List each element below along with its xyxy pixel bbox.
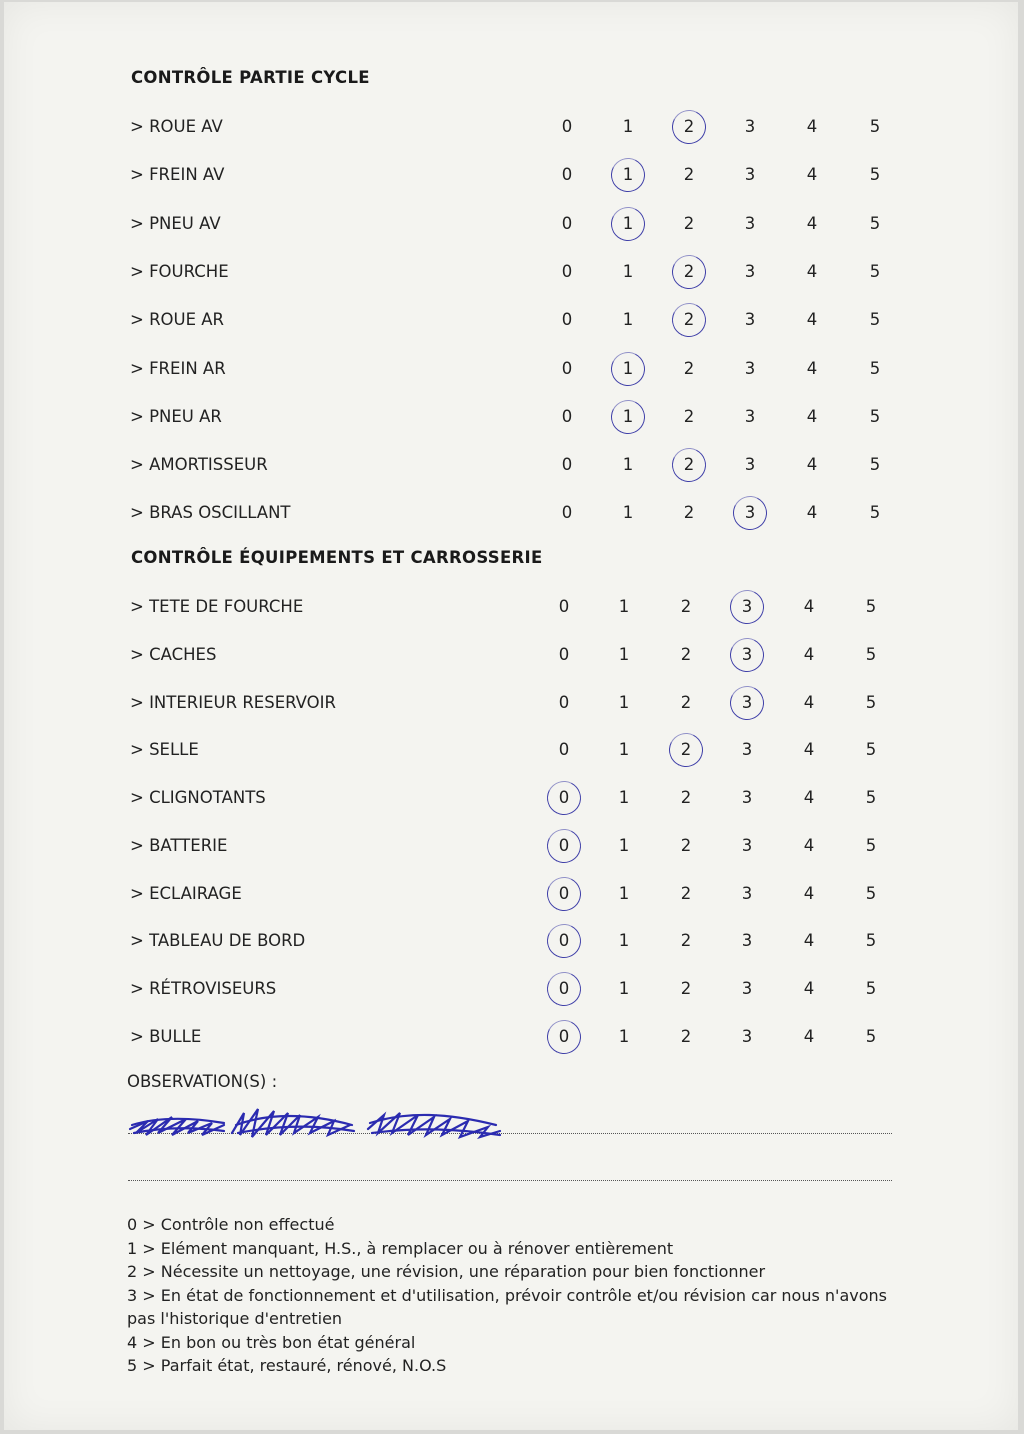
score-option: 2 xyxy=(683,165,695,185)
score-option: 5 xyxy=(869,165,881,185)
section-title-cycle: CONTRÔLE PARTIE CYCLE xyxy=(131,68,370,87)
score-option: 2 xyxy=(680,788,692,807)
row-label: > ROUE AR xyxy=(130,310,225,330)
score-circled: 2 xyxy=(674,257,704,287)
score-circled: 0 xyxy=(549,879,579,909)
score-option: 3 xyxy=(741,883,753,903)
legend-line-1: 1 > Elément manquant, H.S., à remplacer ou à rénover entièrement xyxy=(127,1238,674,1258)
rating-legend xyxy=(127,1213,887,1378)
score-option: 2 xyxy=(680,597,692,616)
score-option: 1 xyxy=(622,310,634,330)
row-label: > ROUE AV xyxy=(130,117,223,136)
score-option: 5 xyxy=(869,455,881,475)
score-option: 0 xyxy=(561,358,573,378)
score-option: 3 xyxy=(741,931,753,951)
checklist-row xyxy=(0,640,1024,670)
score-circled: 2 xyxy=(674,450,704,480)
score-option: 2 xyxy=(680,644,692,664)
score-option: 1 xyxy=(622,261,634,281)
score-option: 1 xyxy=(622,117,634,136)
checklist-row xyxy=(0,160,1024,190)
row-label: > SELLE xyxy=(130,740,199,760)
score-option: 0 xyxy=(561,165,573,185)
score-circled: 2 xyxy=(674,305,704,335)
score-option: 3 xyxy=(741,788,753,807)
score-option: 3 xyxy=(744,165,756,185)
legend-line-0: 0 > Contrôle non effectué xyxy=(127,1215,335,1234)
score-circled: 1 xyxy=(613,209,643,239)
score-option: 3 xyxy=(744,261,756,281)
score-circled: 3 xyxy=(735,498,765,528)
row-label: > FREIN AR xyxy=(130,358,226,378)
score-circled: 2 xyxy=(671,735,701,765)
score-option: 5 xyxy=(869,261,881,281)
checklist-row xyxy=(0,498,1024,528)
score-option: 1 xyxy=(618,644,630,664)
score-option: 4 xyxy=(803,979,815,998)
checklist-row xyxy=(0,688,1024,718)
row-label: > PNEU AR xyxy=(130,406,222,426)
score-option: 1 xyxy=(618,788,630,807)
redacted-scribble xyxy=(128,1103,508,1143)
score-circled: 1 xyxy=(613,354,643,384)
score-option: 1 xyxy=(618,597,630,616)
score-option: 2 xyxy=(683,213,695,233)
score-option: 3 xyxy=(744,213,756,233)
score-option: 5 xyxy=(869,213,881,233)
score-option: 3 xyxy=(744,358,756,378)
score-option: 0 xyxy=(561,117,573,136)
score-option: 4 xyxy=(806,213,818,233)
score-circled: 1 xyxy=(613,160,643,190)
row-label: > TABLEAU DE BORD xyxy=(130,931,306,951)
checklist-row xyxy=(0,402,1024,432)
score-option: 4 xyxy=(803,692,815,712)
score-option: 5 xyxy=(869,117,881,136)
score-option: 5 xyxy=(865,644,877,664)
score-option: 2 xyxy=(680,835,692,855)
checklist-row xyxy=(0,592,1024,622)
score-option: 4 xyxy=(803,644,815,664)
score-option: 4 xyxy=(803,835,815,855)
score-circled: 3 xyxy=(732,592,762,622)
score-option: 4 xyxy=(806,406,818,426)
checklist-row xyxy=(0,257,1024,287)
score-option: 5 xyxy=(865,835,877,855)
score-option: 5 xyxy=(865,597,877,616)
score-option: 5 xyxy=(869,503,881,523)
score-option: 1 xyxy=(618,1026,630,1046)
score-option: 3 xyxy=(744,117,756,136)
score-option: 0 xyxy=(561,261,573,281)
score-option: 0 xyxy=(558,597,570,616)
score-option: 2 xyxy=(680,1026,692,1046)
score-option: 1 xyxy=(618,931,630,951)
score-option: 4 xyxy=(803,883,815,903)
row-label: > INTERIEUR RESERVOIR xyxy=(130,692,336,712)
score-option: 0 xyxy=(558,644,570,664)
score-circled: 0 xyxy=(549,783,579,813)
score-option: 0 xyxy=(558,692,570,712)
score-option: 2 xyxy=(683,358,695,378)
score-option: 1 xyxy=(618,835,630,855)
score-option: 4 xyxy=(806,358,818,378)
score-option: 4 xyxy=(803,788,815,807)
legend-line-2: 2 > Nécessite un nettoyage, une révision, une réparation pour bien fonctionner xyxy=(127,1262,766,1281)
score-option: 3 xyxy=(744,455,756,475)
score-option: 5 xyxy=(869,310,881,330)
score-option: 0 xyxy=(558,740,570,760)
score-option: 3 xyxy=(741,1026,753,1046)
checklist-row xyxy=(0,926,1024,956)
score-option: 0 xyxy=(561,310,573,330)
row-label: > PNEU AV xyxy=(130,213,221,233)
score-option: 2 xyxy=(683,503,695,523)
row-label: > BULLE xyxy=(130,1026,202,1046)
row-label: > RÉTROVISEURS xyxy=(130,979,277,998)
score-circled: 0 xyxy=(549,1022,579,1052)
score-option: 5 xyxy=(869,406,881,426)
checklist-row xyxy=(0,831,1024,861)
score-option: 1 xyxy=(618,979,630,998)
checklist-row xyxy=(0,735,1024,765)
checklist-row xyxy=(0,1022,1024,1052)
score-option: 4 xyxy=(803,740,815,760)
score-option: 2 xyxy=(680,979,692,998)
score-circled: 0 xyxy=(549,974,579,1004)
score-option: 5 xyxy=(869,358,881,378)
score-option: 3 xyxy=(741,835,753,855)
score-option: 5 xyxy=(865,979,877,998)
score-option: 4 xyxy=(806,310,818,330)
score-option: 2 xyxy=(680,883,692,903)
score-option: 0 xyxy=(561,455,573,475)
score-option: 5 xyxy=(865,931,877,951)
score-option: 4 xyxy=(806,503,818,523)
checklist-row xyxy=(0,783,1024,813)
score-option: 0 xyxy=(561,503,573,523)
score-option: 3 xyxy=(744,406,756,426)
legend-line-3: 3 > En état de fonctionnement et d'utilisation, prévoir contrôle et/ou révision car nous n'avons pas l'historique d'entretien xyxy=(127,1285,887,1328)
row-label: > CACHES xyxy=(130,644,217,664)
score-option: 1 xyxy=(622,455,634,475)
score-option: 1 xyxy=(618,883,630,903)
score-circled: 3 xyxy=(732,688,762,718)
score-option: 0 xyxy=(561,213,573,233)
score-option: 3 xyxy=(744,310,756,330)
legend-line-5: 5 > Parfait état, restauré, rénové, N.O.S xyxy=(127,1356,447,1375)
score-option: 4 xyxy=(803,597,815,616)
score-option: 2 xyxy=(680,692,692,712)
checklist-row xyxy=(0,450,1024,480)
row-label: > BRAS OSCILLANT xyxy=(130,503,291,523)
score-option: 4 xyxy=(806,455,818,475)
section-title-equipment: CONTRÔLE ÉQUIPEMENTS ET CARROSSERIE xyxy=(131,548,543,567)
score-option: 4 xyxy=(806,165,818,185)
checklist-row xyxy=(0,209,1024,239)
row-label: > CLIGNOTANTS xyxy=(130,788,266,807)
score-option: 3 xyxy=(741,740,753,760)
score-option: 1 xyxy=(618,740,630,760)
row-label: > BATTERIE xyxy=(130,835,228,855)
score-circled: 1 xyxy=(613,402,643,432)
score-circled: 0 xyxy=(549,831,579,861)
score-option: 5 xyxy=(865,883,877,903)
score-option: 4 xyxy=(803,1026,815,1046)
score-option: 5 xyxy=(865,788,877,807)
checklist-row xyxy=(0,354,1024,384)
score-option: 1 xyxy=(618,692,630,712)
score-circled: 0 xyxy=(549,926,579,956)
row-label: > AMORTISSEUR xyxy=(130,455,268,475)
row-label: > FREIN AV xyxy=(130,165,225,185)
checklist-row xyxy=(0,974,1024,1004)
score-circled: 3 xyxy=(732,640,762,670)
observation-line-2 xyxy=(128,1180,892,1181)
checklist-row xyxy=(0,305,1024,335)
score-option: 2 xyxy=(683,406,695,426)
checklist-row xyxy=(0,112,1024,142)
score-option: 2 xyxy=(680,931,692,951)
score-option: 3 xyxy=(741,979,753,998)
row-label: > ECLAIRAGE xyxy=(130,883,242,903)
score-option: 5 xyxy=(865,740,877,760)
score-option: 4 xyxy=(806,261,818,281)
score-circled: 2 xyxy=(674,112,704,142)
score-option: 5 xyxy=(865,1026,877,1046)
score-option: 1 xyxy=(622,503,634,523)
score-option: 4 xyxy=(806,117,818,136)
score-option: 0 xyxy=(561,406,573,426)
legend-line-4: 4 > En bon ou très bon état général xyxy=(127,1332,416,1352)
row-label: > TETE DE FOURCHE xyxy=(130,597,304,616)
score-option: 4 xyxy=(803,931,815,951)
checklist-row xyxy=(0,879,1024,909)
score-option: 5 xyxy=(865,692,877,712)
observations-label: OBSERVATION(S) : xyxy=(127,1072,278,1091)
row-label: > FOURCHE xyxy=(130,261,229,281)
